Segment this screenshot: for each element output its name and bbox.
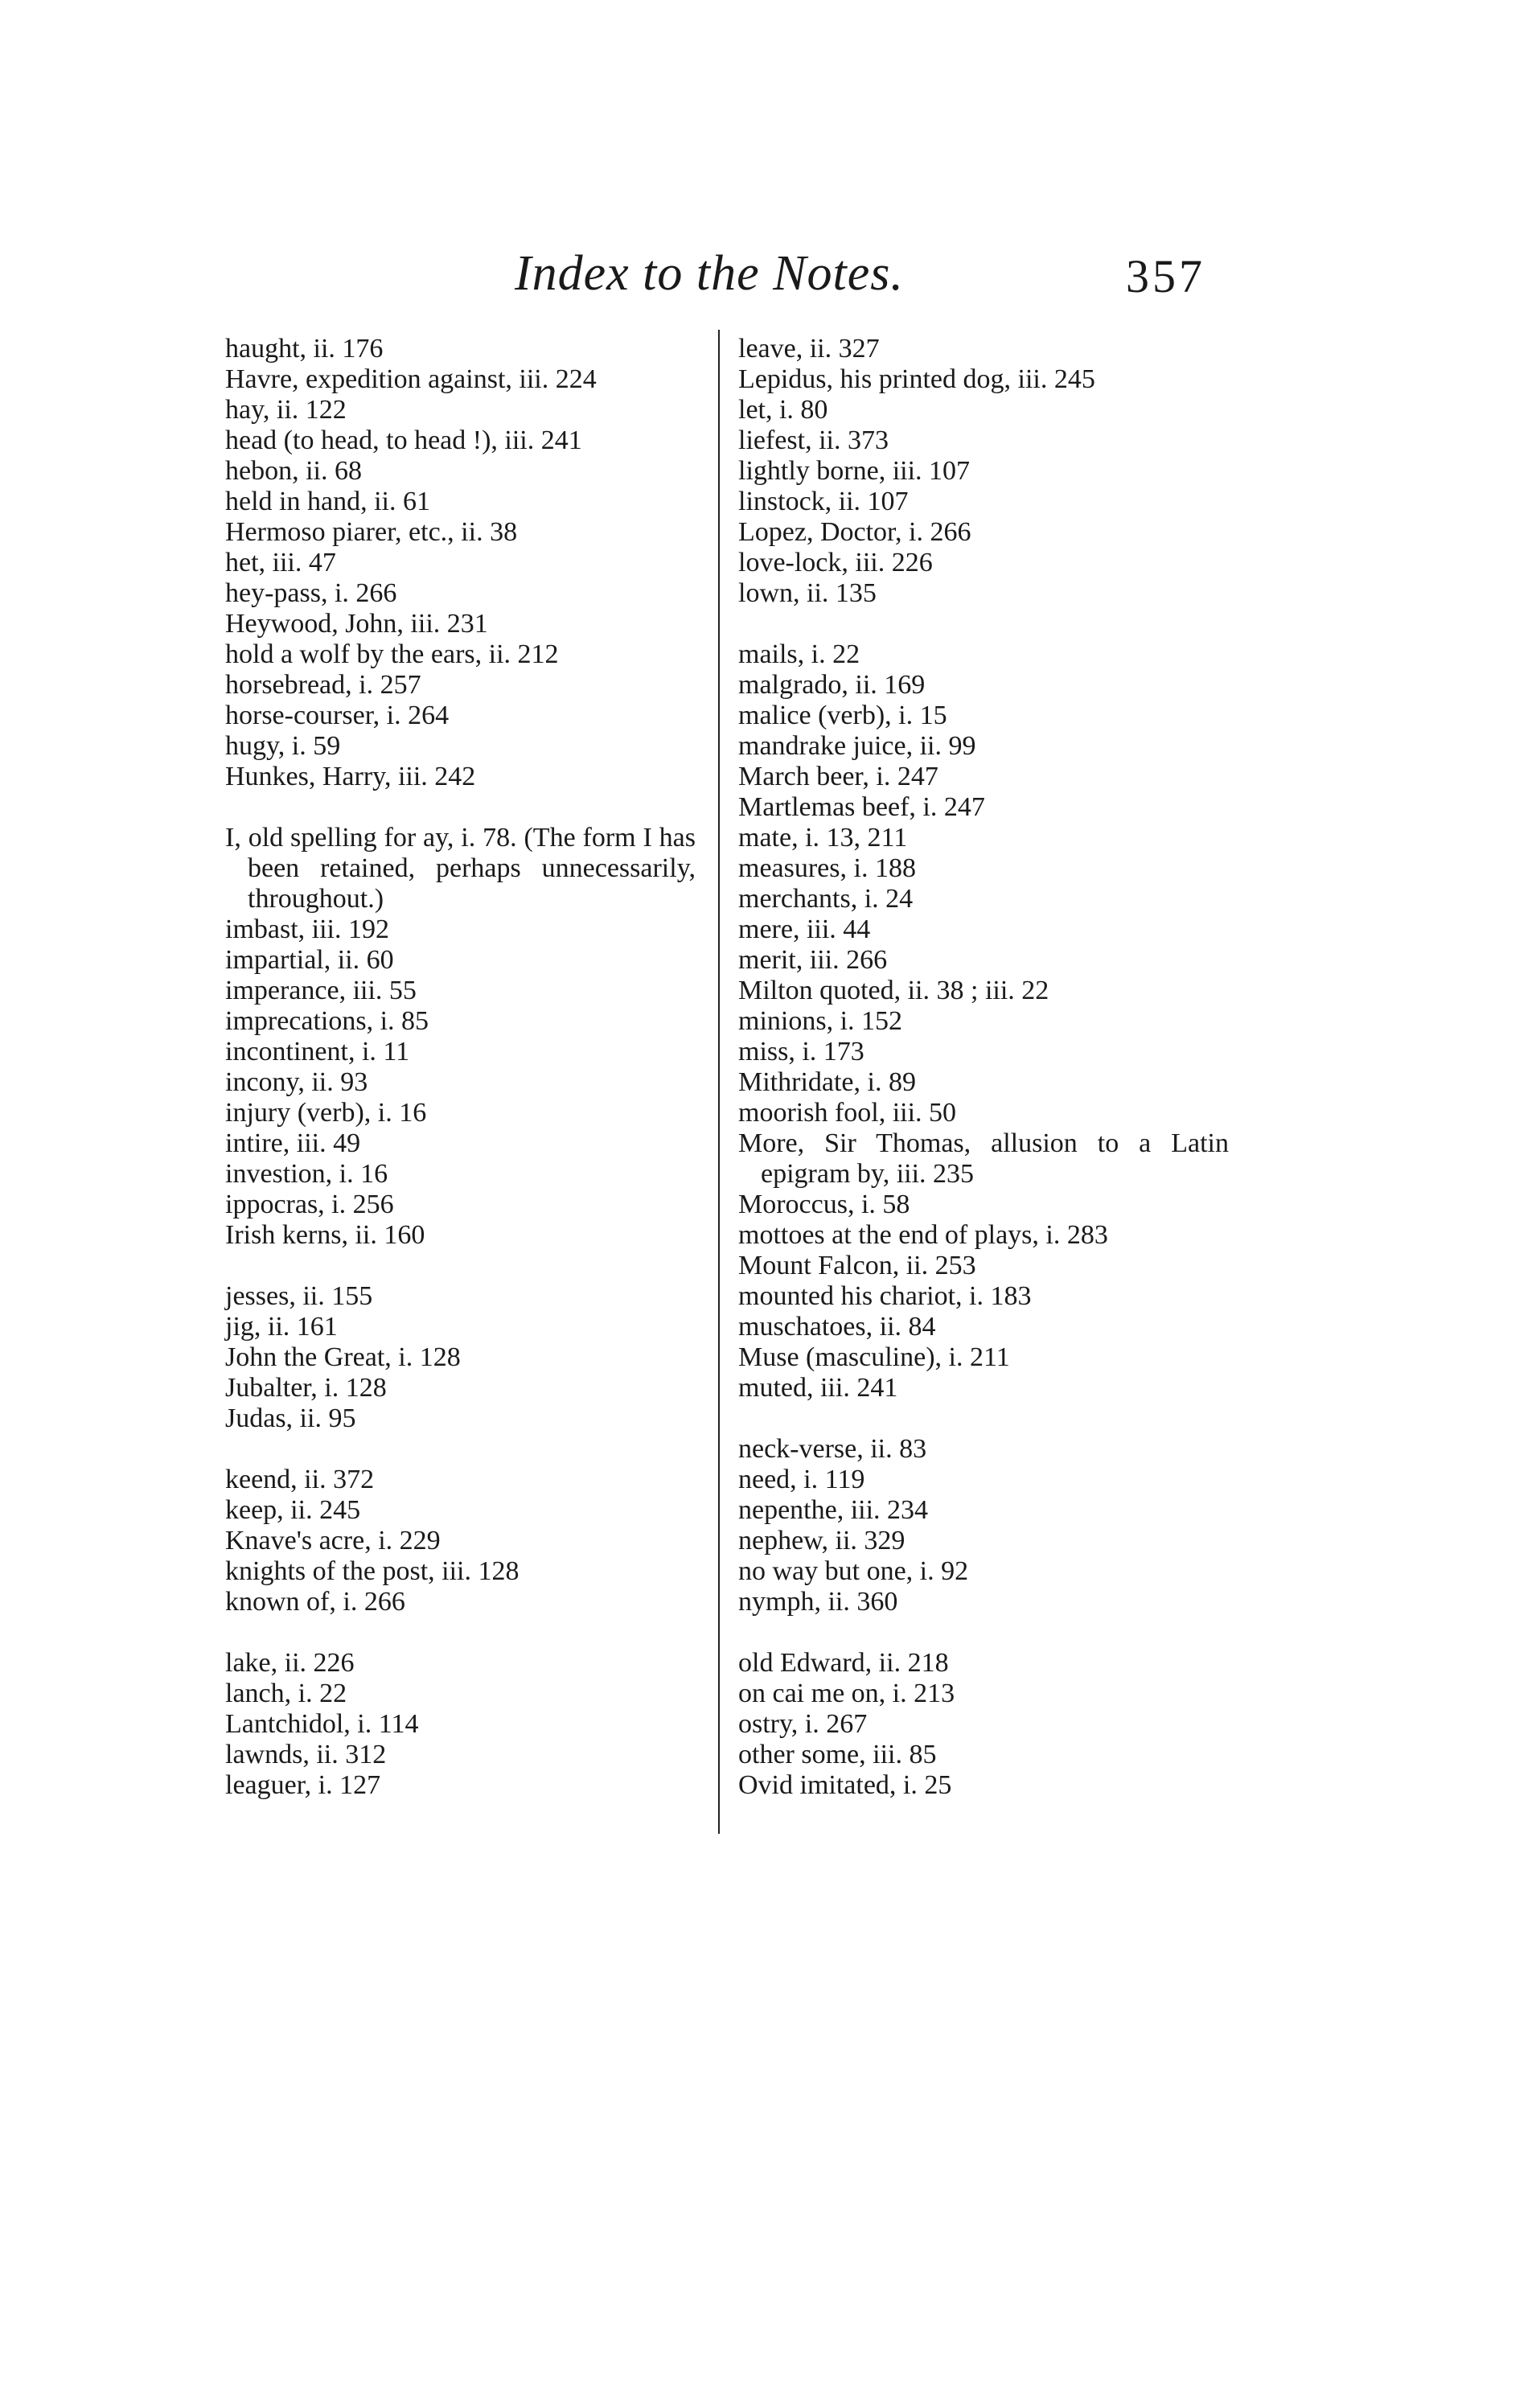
- index-entry: het, iii. 47: [225, 548, 336, 577]
- index-column-left: [225, 334, 696, 1831]
- index-entry: jesses, ii. 155: [225, 1281, 373, 1311]
- index-entry: no way but one, i. 92: [738, 1556, 969, 1586]
- index-entry: Mount Falcon, ii. 253: [738, 1251, 976, 1280]
- index-entry: incony, ii. 93: [225, 1067, 368, 1097]
- index-entry: mottoes at the end of plays, i. 283: [738, 1220, 1108, 1250]
- index-entry: mounted his chariot, i. 183: [738, 1281, 1032, 1311]
- index-entry: linstock, ii. 107: [738, 487, 909, 516]
- index-entry: hold a wolf by the ears, ii. 212: [225, 639, 559, 669]
- index-entry: nepenthe, iii. 234: [738, 1495, 929, 1525]
- index-entry: liefest, ii. 373: [738, 425, 889, 455]
- index-entry: mandrake juice, ii. 99: [738, 731, 976, 761]
- index-entry: malice (verb), i. 15: [738, 701, 947, 730]
- index-entry: leave, ii. 327: [738, 334, 880, 364]
- index-entry: John the Great, i. 128: [225, 1342, 461, 1372]
- index-entry: hay, ii. 122: [225, 395, 347, 425]
- index-entry: I, old spelling for ay, i. 78. (The form I has been retained, perhaps unnecessarily, throughout.): [225, 823, 696, 914]
- index-entry: need, i. 119: [738, 1465, 865, 1494]
- index-entry: leaguer, i. 127: [225, 1770, 381, 1800]
- index-entry: Irish kerns, ii. 160: [225, 1220, 425, 1250]
- index-entry: hugy, i. 59: [225, 731, 341, 761]
- index-group-m: [738, 639, 1229, 1403]
- index-entry: known of, i. 266: [225, 1587, 405, 1617]
- index-entry: lown, ii. 135: [738, 578, 877, 608]
- page-title: Index to the Notes.: [515, 246, 904, 301]
- index-entry: lawnds, ii. 312: [225, 1740, 387, 1769]
- index-entry: nymph, ii. 360: [738, 1587, 898, 1617]
- index-entry: old Edward, ii. 218: [738, 1648, 949, 1678]
- index-entry: nephew, ii. 329: [738, 1526, 906, 1555]
- index-group-h: [225, 334, 696, 792]
- index-entry: lake, ii. 226: [225, 1648, 355, 1678]
- index-entry: lanch, i. 22: [225, 1679, 347, 1708]
- index-entry: ippocras, i. 256: [225, 1190, 394, 1219]
- index-entry: on cai me on, i. 213: [738, 1679, 955, 1708]
- index-entry: mate, i. 13, 211: [738, 823, 908, 853]
- index-entry: keend, ii. 372: [225, 1465, 375, 1494]
- index-entry: More, Sir Thomas, allusion to a Latin epigram by, iii. 235: [738, 1128, 1229, 1189]
- index-entry: miss, i. 173: [738, 1037, 864, 1066]
- index-entry: merchants, i. 24: [738, 884, 914, 914]
- index-entry: Knave's acre, i. 229: [225, 1526, 441, 1555]
- index-entry: moorish fool, iii. 50: [738, 1098, 957, 1128]
- index-entry: measures, i. 188: [738, 853, 916, 883]
- index-entry: Hunkes, Harry, iii. 242: [225, 762, 476, 791]
- index-group-j: [225, 1281, 696, 1434]
- index-entry: Mithridate, i. 89: [738, 1067, 916, 1097]
- index-entry: muschatoes, ii. 84: [738, 1312, 936, 1342]
- index-entry: minions, i. 152: [738, 1006, 903, 1036]
- index-entry: Heywood, John, iii. 231: [225, 609, 488, 639]
- index-entry: incontinent, i. 11: [225, 1037, 410, 1066]
- index-entry: investion, i. 16: [225, 1159, 388, 1189]
- index-entry: let, i. 80: [738, 395, 828, 425]
- index-entry: Lepidus, his printed dog, iii. 245: [738, 364, 1095, 394]
- index-group-n: [738, 1434, 1229, 1617]
- index-entry: horse-courser, i. 264: [225, 701, 450, 730]
- index-entry: imbast, iii. 192: [225, 914, 389, 944]
- index-entry: Lopez, Doctor, i. 266: [738, 517, 971, 547]
- column-divider: [718, 330, 720, 1834]
- index-entry: Muse (masculine), i. 211: [738, 1342, 1010, 1372]
- index-entry: Ovid imitated, i. 25: [738, 1770, 952, 1800]
- index-entry: held in hand, ii. 61: [225, 487, 430, 516]
- index-entry: Moroccus, i. 58: [738, 1190, 910, 1219]
- index-entry: hebon, ii. 68: [225, 456, 362, 486]
- index-entry: Havre, expedition against, iii. 224: [225, 364, 597, 394]
- index-group-l: [225, 1648, 696, 1801]
- index-entry: neck-verse, ii. 83: [738, 1434, 927, 1464]
- index-entry: other some, iii. 85: [738, 1740, 937, 1769]
- index-entry: hey-pass, i. 266: [225, 578, 397, 608]
- index-group-i: [225, 823, 696, 1251]
- index-entry: head (to head, to head !), iii. 241: [225, 425, 582, 455]
- index-group-l-continued: [738, 334, 1229, 609]
- running-head: [0, 241, 1540, 306]
- index-entry: knights of the post, iii. 128: [225, 1556, 519, 1586]
- index-entry: imprecations, i. 85: [225, 1006, 429, 1036]
- index-entry: imperance, iii. 55: [225, 976, 417, 1005]
- index-column-right: [738, 334, 1229, 1831]
- index-entry: malgrado, ii. 169: [738, 670, 926, 700]
- index-entry: mere, iii. 44: [738, 914, 871, 944]
- index-entry: love-lock, iii. 226: [738, 548, 933, 577]
- index-entry: Jubalter, i. 128: [225, 1373, 387, 1403]
- index-entry: impartial, ii. 60: [225, 945, 394, 975]
- index-entry: intire, iii. 49: [225, 1128, 361, 1158]
- index-entry: March beer, i. 247: [738, 762, 938, 791]
- index-entry: Martlemas beef, i. 247: [738, 792, 985, 822]
- index-entry: injury (verb), i. 16: [225, 1098, 427, 1128]
- index-entry: muted, iii. 241: [738, 1373, 898, 1403]
- index-entry: keep, ii. 245: [225, 1495, 361, 1525]
- index-entry: Judas, ii. 95: [225, 1403, 356, 1433]
- index-entry: Milton quoted, ii. 38 ; iii. 22: [738, 976, 1049, 1005]
- index-entry: Lantchidol, i. 114: [225, 1709, 419, 1739]
- page-number: 357: [1126, 250, 1205, 302]
- index-entry: merit, iii. 266: [738, 945, 888, 975]
- index-entry: jig, ii. 161: [225, 1312, 338, 1342]
- index-entry: mails, i. 22: [738, 639, 860, 669]
- index-group-o: [738, 1648, 1229, 1801]
- index-entry: lightly borne, iii. 107: [738, 456, 971, 486]
- index-entry: haught, ii. 176: [225, 334, 384, 364]
- index-entry: horsebread, i. 257: [225, 670, 421, 700]
- index-entry: Hermoso piarer, etc., ii. 38: [225, 517, 518, 547]
- index-entry: ostry, i. 267: [738, 1709, 868, 1739]
- index-group-k: [225, 1465, 696, 1617]
